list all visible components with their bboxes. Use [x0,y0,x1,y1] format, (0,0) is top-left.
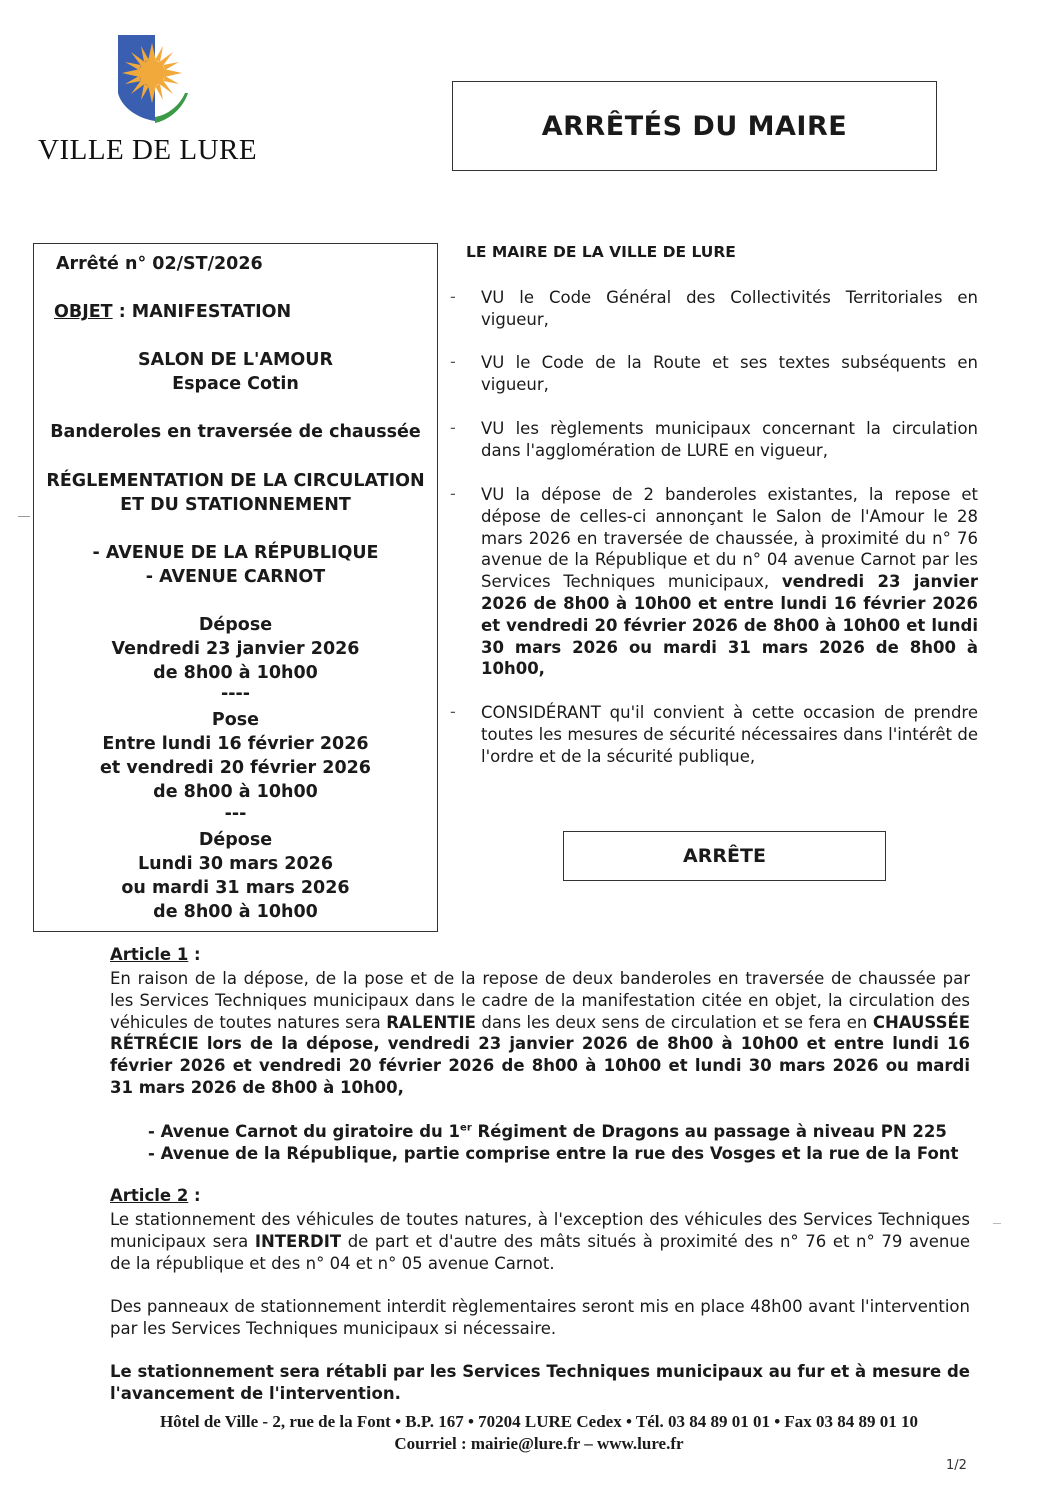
document-title-box [452,81,937,171]
colon: : [188,945,201,964]
article-2-title: Article 2 [110,1186,189,1205]
text: - Avenue Carnot du giratoire du 1 [148,1122,461,1141]
article-2-body [110,1209,970,1274]
pose-date2: et vendredi 20 février 2026 [100,758,371,778]
coat-of-arms-logo [110,33,195,125]
dash: - [450,484,456,503]
depose1-date: Vendredi 23 janvier 2026 [111,639,360,659]
preamble-item [450,287,978,331]
preamble-text: VU le Code de la Route et ses textes subséquents en vigueur, [481,353,978,394]
depose1-title: Dépose [198,615,273,635]
event-place: Espace Cotin [172,374,299,394]
text: Le stationnement des véhicules de toutes natures, à l'exception des véhicules des Services Techniques municipaux sera [110,1210,970,1251]
preamble-text: VU les règlements municipaux concernant la circulation dans l'agglomération de LURE en vigueur, [481,419,978,460]
separator: ---- [220,684,251,704]
dash: - [450,418,456,437]
document-title: ARRÊTÉS DU MAIRE [541,110,848,142]
street-1: - AVENUE DE LA RÉPUBLIQUE [92,543,379,563]
text: dans les deux sens de circulation et se fera en [475,1012,873,1032]
preamble-item [450,484,978,680]
mayor-heading: LE MAIRE DE LA VILLE DE LURE [466,243,736,261]
objet-line [54,302,291,322]
pose-date1: Entre lundi 16 février 2026 [102,734,369,754]
article-1-street-1 [148,1122,947,1141]
depose1-time: de 8h00 à 10h00 [153,663,318,683]
dash: - [450,287,456,306]
depose2-title: Dépose [198,830,273,850]
preamble-text: VU le Code Général des Collectivités Territoriales en vigueur, [481,288,978,329]
event-name: SALON DE L'AMOUR [138,350,333,370]
text: Régiment de Dragons au passage à niveau PN 225 [471,1122,947,1141]
footer-address: Hôtel de Ville - 2, rue de la Font • B.P. 167 • 70204 LURE Cedex • Tél. 03 84 89 01 01 • Fax 03 84 89 01 10 [159,1412,919,1431]
page-number: 1/2 [946,1458,967,1473]
arrete-number: Arrêté n° 02/ST/2026 [56,254,263,274]
superscript: er [460,1122,472,1134]
separator: --- [224,804,247,824]
article-1-heading [110,945,201,964]
dash: - [450,352,456,371]
preamble-text-normal: VU la dépose de 2 banderoles existantes, la repose et dépose de celles-ci annonçant le Salon de l'Amour le 28 mars 2026 en traversée de chaussée, à proximité du n° 76 avenue de la République et du n° 04 avenue Carnot par les Services Techniques municipaux, [481,485,978,592]
preamble-text: CONSIDÉRANT qu'il convient à cette occasion de prendre toutes les mesures de sécurité nécessaires dans l'intérêt de l'ordre et de la sécurité publique, [481,703,978,766]
arrete-label: ARRÊTE [683,845,766,867]
summary-box [33,243,438,932]
article-2-heading [110,1186,201,1205]
article-2-para-2: Des panneaux de stationnement interdit règlementaires seront mis en place 48h00 avant l'intervention par les Services Techniques municipaux si nécessaire. [110,1297,970,1338]
margin-mark [18,516,30,517]
city-name: VILLE DE LURE [38,134,258,166]
dash: - [450,702,456,721]
preamble-item [450,702,978,767]
street-2: - AVENUE CARNOT [145,567,326,587]
preamble-text [481,484,978,680]
text: de part et d'autre des mâts situés à proximité des n° 76 et n° 79 avenue de la république et des n° 04 et n° 05 avenue Carnot. [110,1231,970,1273]
pose-title: Pose [211,710,260,730]
colon: : [188,1186,201,1205]
preamble-item [450,352,978,396]
emphasis: CHAUSSÉE RÉTRÉCIE lors de la dépose, vendredi 23 janvier 2026 de 8h00 à 10h00 et entre lundi 16 février 2026 et vendredi 20 février 2026 de 8h00 à 10h00 et lundi 30 mars 2026 ou mardi 31 mars 2026 de 8h00 à 10h00, [110,1012,970,1097]
regulation-line1: RÉGLEMENTATION DE LA CIRCULATION [46,471,425,491]
preamble-item [450,418,978,462]
depose2-time: de 8h00 à 10h00 [153,902,318,922]
shield-sun-icon [110,33,195,125]
emphasis: INTERDIT [254,1231,342,1251]
margin-mark [993,1223,1001,1224]
article-1-street-2: - Avenue de la République, partie comprise entre la rue des Vosges et la rue de la Font [148,1144,959,1163]
objet-label: OBJET [54,302,113,322]
emphasis: RALENTIE [386,1012,476,1032]
depose2-date1: Lundi 30 mars 2026 [137,854,334,874]
preamble-text-dates: vendredi 23 janvier 2026 de 8h00 à 10h00 et entre lundi 16 février 2026 et vendredi 20 février 2026 de 8h00 à 10h00 et lundi 30 mars 2026 ou mardi 31 mars 2026 de 8h00 à 10h00, [481,572,978,679]
depose2-date2: ou mardi 31 mars 2026 [121,878,350,898]
regulation-line2: ET DU STATIONNEMENT [120,495,351,515]
arrete-box [563,831,886,881]
pose-time: de 8h00 à 10h00 [153,782,318,802]
article-2-para-3: Le stationnement sera rétabli par les Services Techniques municipaux au fur et à mesure de l'avancement de l'intervention. [110,1362,970,1403]
article-1-title: Article 1 [110,945,189,964]
objet-value: : MANIFESTATION [112,302,292,322]
article-1-body [110,968,970,1099]
subject: Banderoles en traversée de chaussée [50,422,421,442]
footer-contact: Courriel : mairie@lure.fr – www.lure.fr [394,1434,684,1453]
text: En raison de la dépose, de la pose et de la repose de deux banderoles en traversée de chaussée par les Services Techniques municipaux dans le cadre de la manifestation citée en objet, la circulation des véhicules de toutes natures sera [110,969,970,1032]
